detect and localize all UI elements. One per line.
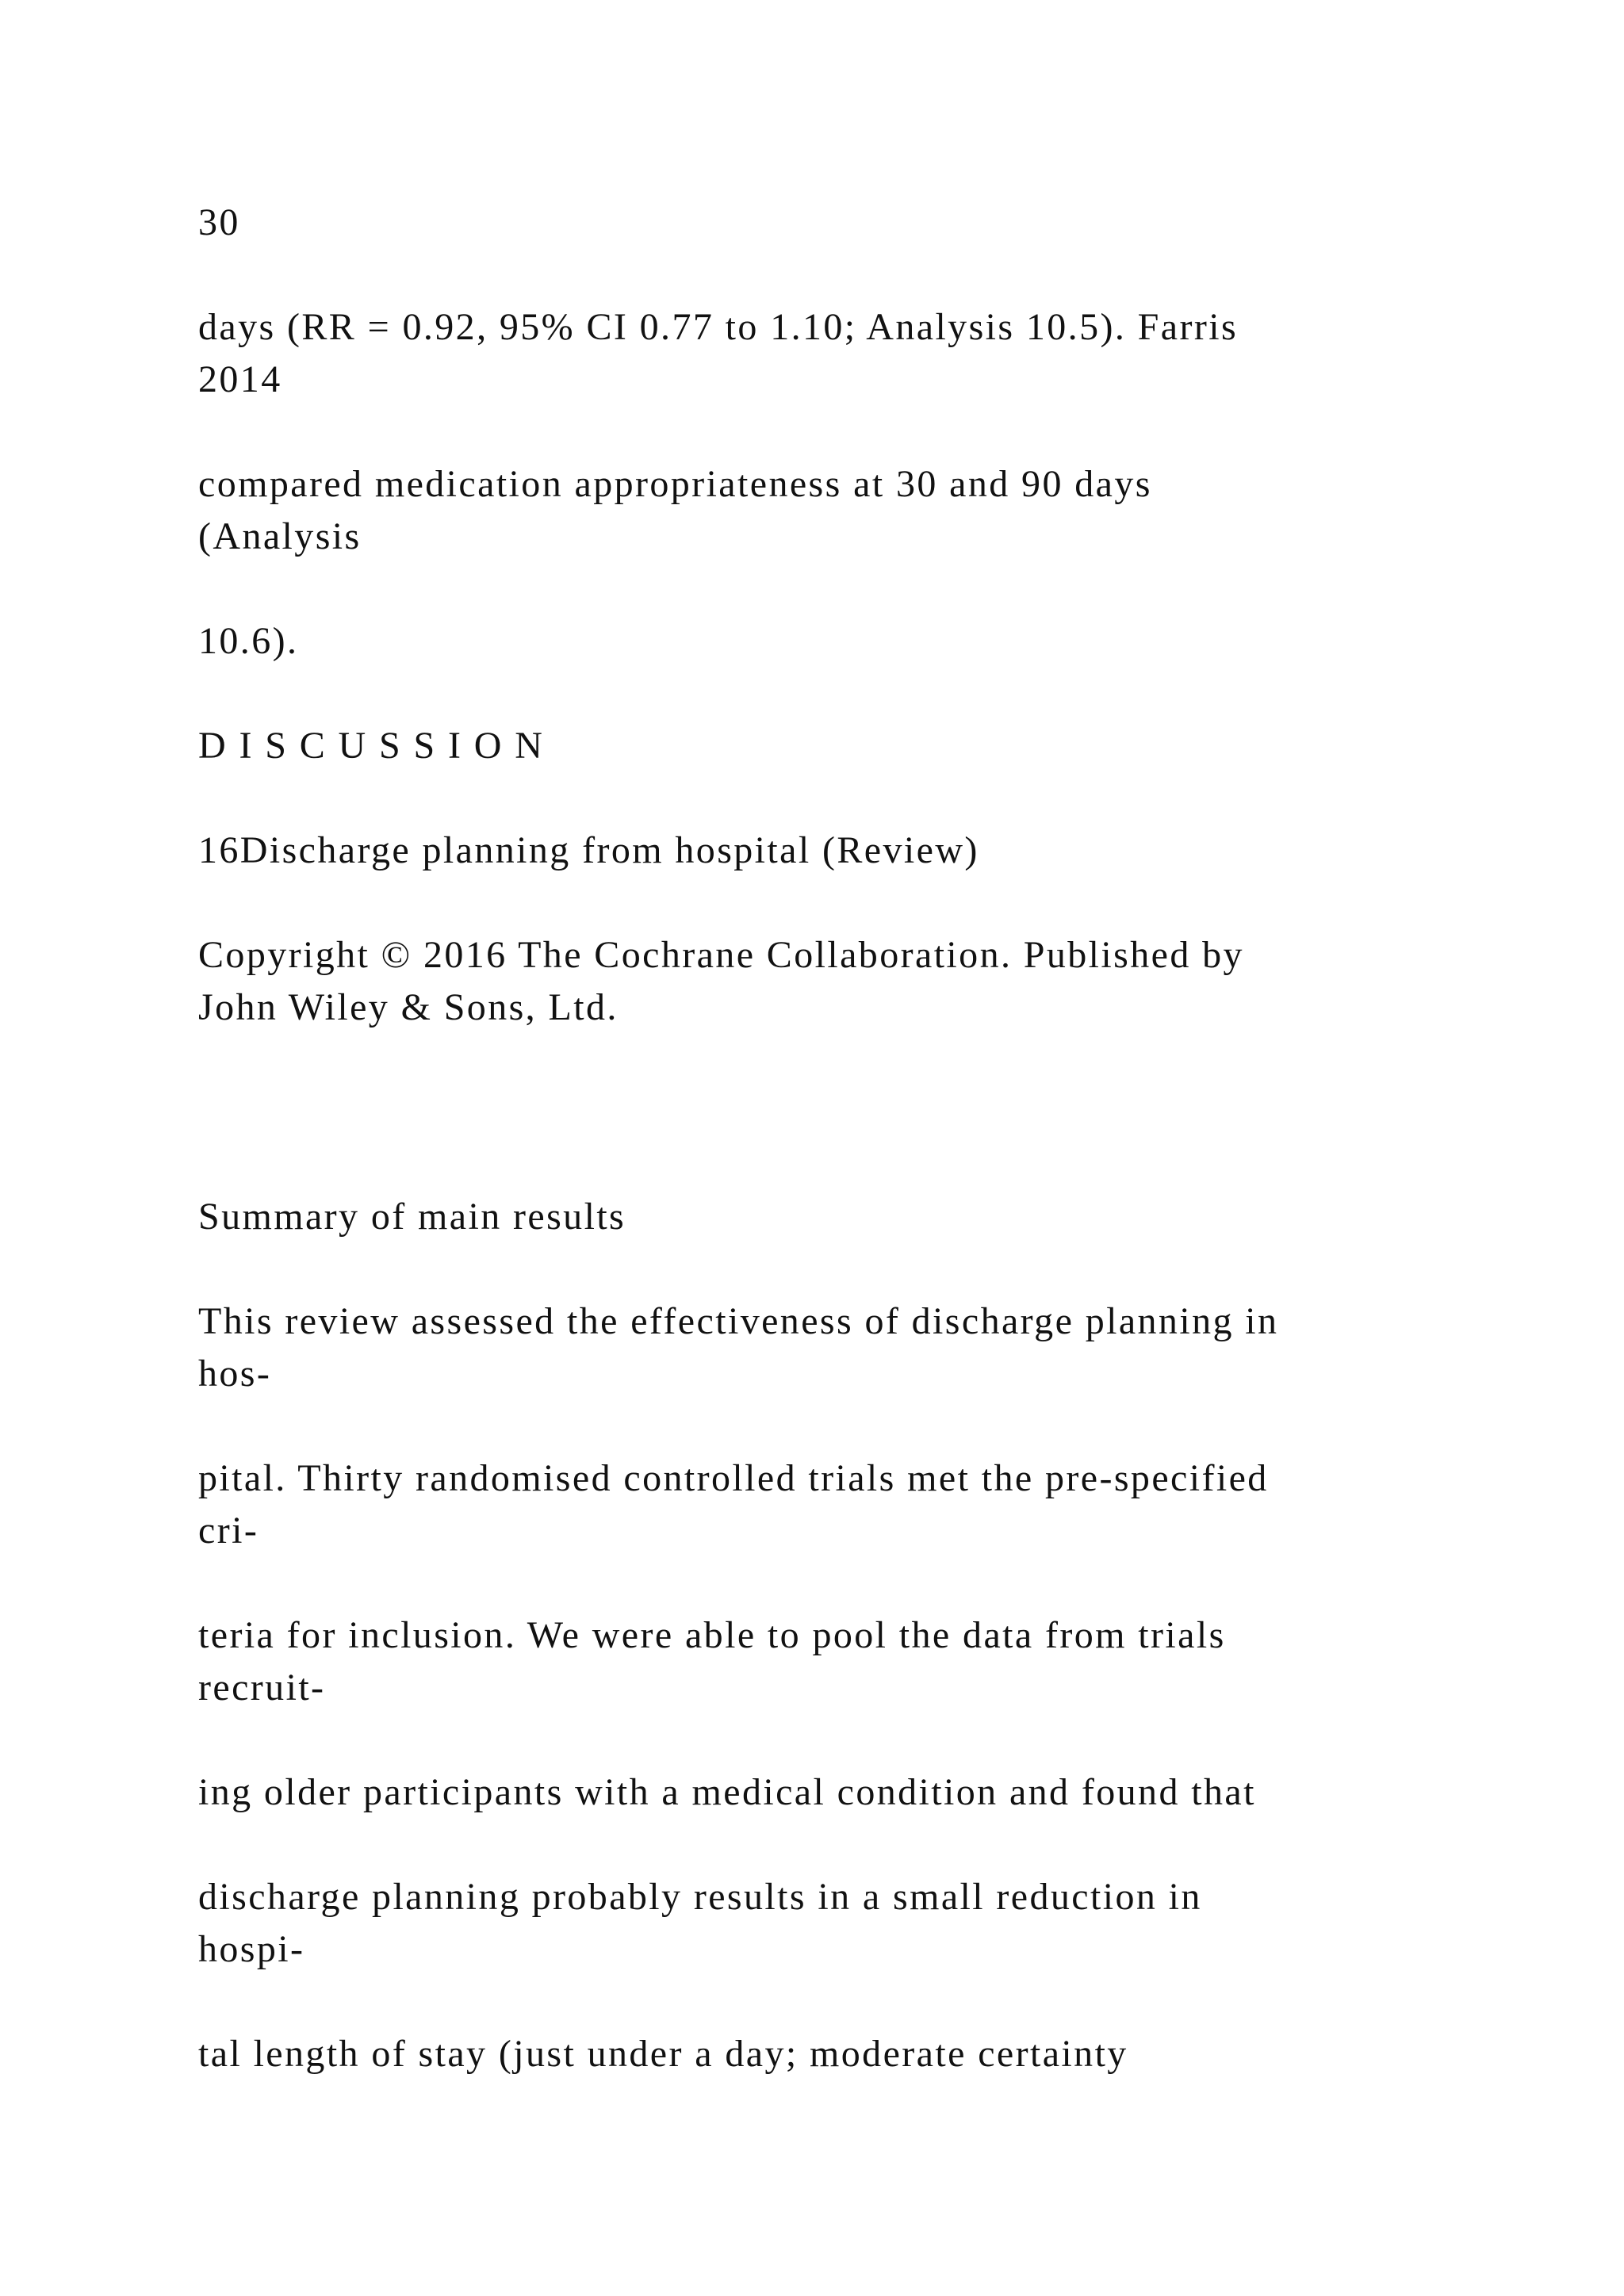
text-line: compared medication appropriateness at 30 and 90 days bbox=[198, 463, 1152, 505]
text-line: discharge planning probably results in a small reduction in bbox=[198, 1876, 1202, 1918]
running-header: 16Discharge planning from hospital (Review) bbox=[198, 829, 979, 871]
text-line: recruit- bbox=[198, 1667, 326, 1709]
text-line: days (RR = 0.92, 95% CI 0.77 to 1.10; Analysis 10.5). Farris bbox=[198, 306, 1239, 348]
text-line: hos- bbox=[198, 1353, 272, 1395]
copyright-line: Copyright © 2016 The Cochrane Collaboration. Published by bbox=[198, 934, 1244, 976]
text-line: pital. Thirty randomised controlled trials met the pre-specified bbox=[198, 1457, 1269, 1499]
text-line: ing older participants with a medical condition and found that bbox=[198, 1771, 1256, 1813]
text-line: This review assessed the effectiveness of discharge planning in bbox=[198, 1300, 1279, 1342]
text-line: hospi- bbox=[198, 1928, 305, 1970]
copyright-line: John Wiley & Sons, Ltd. bbox=[198, 986, 619, 1028]
text-line: 30 bbox=[198, 201, 240, 243]
section-heading: D I S C U S S I O N bbox=[198, 725, 545, 767]
text-line: 2014 bbox=[198, 358, 282, 400]
text-line: (Analysis bbox=[198, 515, 362, 557]
text-line: cri- bbox=[198, 1510, 259, 1552]
text-line: tal length of stay (just under a day; moderate certainty bbox=[198, 2033, 1128, 2075]
subsection-heading: Summary of main results bbox=[198, 1196, 626, 1238]
text-line: teria for inclusion. We were able to pool the data from trials bbox=[198, 1614, 1226, 1656]
text-line: 10.6). bbox=[198, 620, 299, 662]
